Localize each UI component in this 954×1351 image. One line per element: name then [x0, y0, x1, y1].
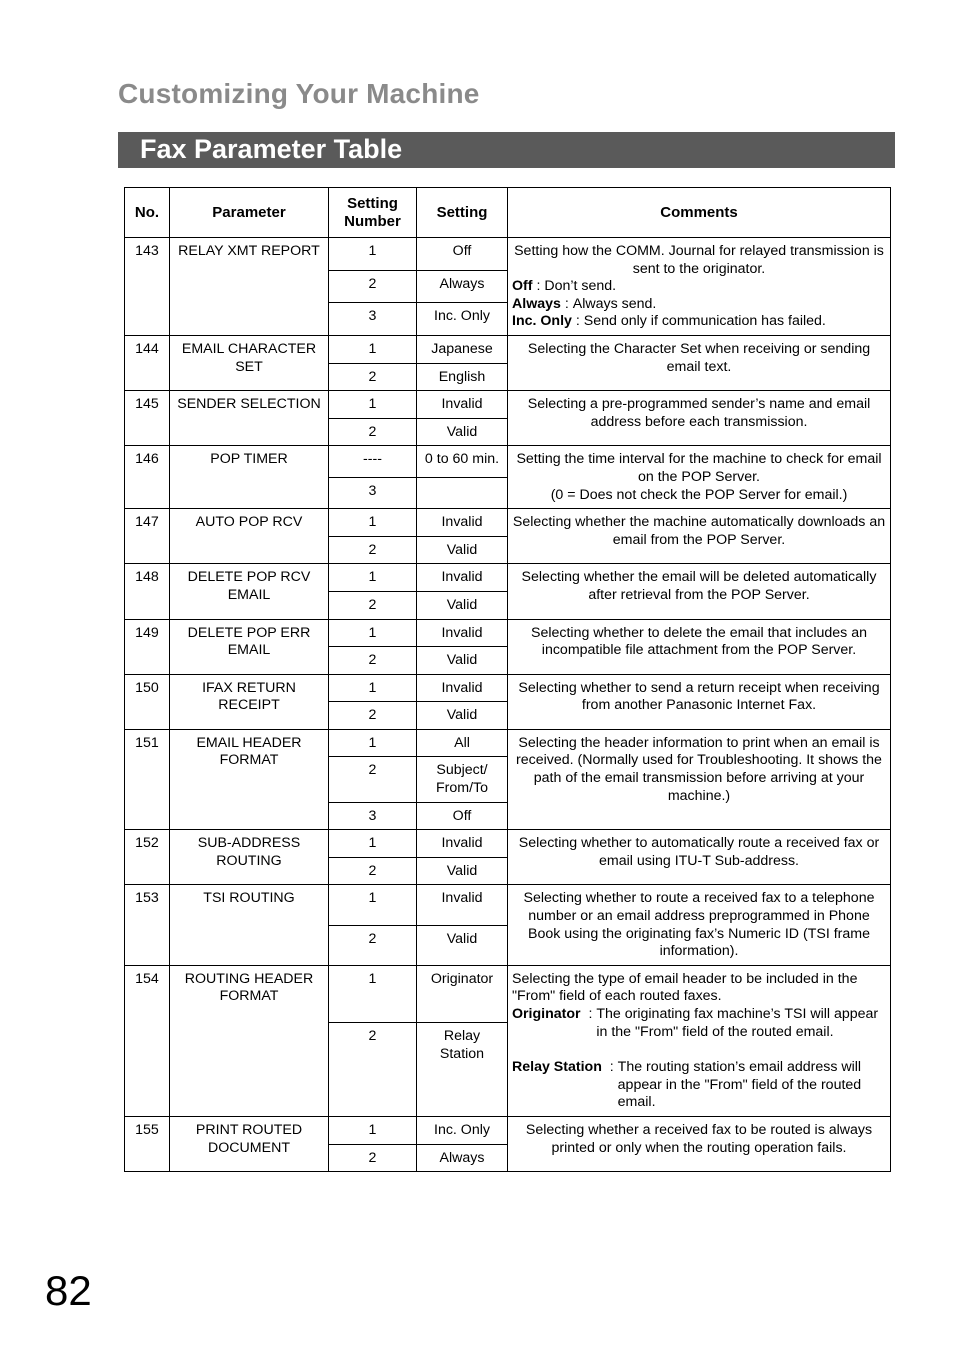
- table-row: [125, 830, 891, 858]
- setting-value-line: Inc. Only: [434, 308, 490, 325]
- parameter-name-cell: [170, 391, 329, 446]
- setting-value-line: Valid: [446, 930, 478, 947]
- parameter-no-cell: 143: [125, 238, 170, 336]
- table-body: [125, 238, 891, 1172]
- setting-number-cell: 2: [329, 1023, 417, 1117]
- setting-number-cell: 1: [329, 509, 417, 537]
- definition-separator: :: [532, 278, 545, 295]
- setting-number-cell: 2: [329, 536, 417, 564]
- setting-number-cell: 1: [329, 674, 417, 702]
- comment-cell: [508, 619, 891, 674]
- comment-text: Selecting whether the email will be deleted automatically after retrieval from the POP Server.: [521, 569, 877, 603]
- comment-text: Selecting the type of email header to be included in the "From" field of each routed faxes.: [512, 970, 858, 1005]
- setting-value-cell: [417, 238, 508, 271]
- parameter-name-cell: [170, 830, 329, 885]
- setting-value-cell: [417, 830, 508, 858]
- comment-text: Selecting whether to delete the email that includes an incompatible file attachment from the POP Server.: [531, 624, 867, 659]
- setting-number-cell: 2: [329, 1144, 417, 1172]
- setting-number-cell: 1: [329, 965, 417, 1022]
- comment-text: Setting the time interval for the machine to check for email on the POP Server.: [516, 451, 882, 485]
- column-header-setting-number: [329, 188, 417, 238]
- table-row: [125, 885, 891, 925]
- fax-parameter-table: [124, 187, 891, 1172]
- setting-value-line: Invalid: [441, 835, 483, 852]
- parameter-name-line: DELETE POP RCV: [187, 569, 311, 586]
- parameter-name-line: ROUTING HEADER: [184, 970, 314, 987]
- parameter-name-line: FORMAT: [219, 988, 279, 1005]
- parameter-no-cell: 155: [125, 1116, 170, 1171]
- setting-value-cell: [417, 965, 508, 1022]
- setting-number-cell: 1: [329, 885, 417, 925]
- table-row: [125, 509, 891, 537]
- parameter-name-line: AUTO POP RCV: [195, 514, 303, 531]
- parameter-name-line: EMAIL HEADER: [196, 734, 302, 751]
- setting-value-cell: [417, 857, 508, 885]
- parameter-name-line: DOCUMENT: [208, 1139, 290, 1156]
- setting-value-cell: [417, 1116, 508, 1144]
- header-line: Setting: [347, 194, 398, 212]
- setting-value-line: Japanese: [431, 340, 493, 357]
- parameter-name-line: EMAIL CHARACTER: [181, 340, 317, 357]
- comment-cell: [508, 1116, 891, 1171]
- setting-value-line: Invalid: [441, 890, 483, 907]
- section-title-bar: [118, 132, 895, 168]
- parameter-no-cell: 148: [125, 564, 170, 619]
- parameter-name-cell: [170, 965, 329, 1116]
- definition-term: Always: [512, 295, 561, 312]
- parameter-name-line: RECEIPT: [218, 697, 280, 714]
- parameter-no-cell: 145: [125, 391, 170, 446]
- parameter-no-cell: 152: [125, 830, 170, 885]
- parameter-name-line: SUB-ADDRESS: [197, 835, 301, 852]
- column-header-setting: Setting: [417, 188, 508, 238]
- definition-text: The routing station’s email address will appear in the "From" field of the routed email.: [617, 1059, 862, 1111]
- setting-number-cell: 3: [329, 802, 417, 830]
- setting-value-cell: [417, 363, 508, 391]
- parameter-no-cell: 147: [125, 509, 170, 564]
- definition-text: Always send.: [572, 295, 657, 312]
- setting-number-cell: 1: [329, 830, 417, 858]
- setting-number-cell: 1: [329, 564, 417, 592]
- setting-value-cell: [417, 757, 508, 802]
- setting-value-cell: [417, 674, 508, 702]
- parameter-no-cell: 146: [125, 446, 170, 509]
- setting-value-cell: [417, 1023, 508, 1117]
- definition-term: Originator: [512, 1006, 581, 1022]
- setting-value-line: All: [454, 734, 470, 751]
- setting-value-line: Invalid: [441, 396, 483, 413]
- header-line: Number: [344, 212, 401, 230]
- table-row: [125, 674, 891, 702]
- setting-value-line: English: [438, 368, 486, 385]
- setting-value-cell: [417, 418, 508, 446]
- table-row: [125, 564, 891, 592]
- setting-number-cell: 2: [329, 363, 417, 391]
- comment-definition: [512, 313, 886, 331]
- column-header-parameter: Parameter: [170, 188, 329, 238]
- parameter-name-line: DELETE POP ERR: [187, 624, 311, 641]
- setting-number-cell: 1: [329, 729, 417, 757]
- table-row: [125, 335, 891, 363]
- definition-term: Relay Station: [512, 1059, 602, 1076]
- setting-number-cell: 2: [329, 702, 417, 730]
- setting-value-line: Inc. Only: [434, 1121, 490, 1138]
- parameter-name-cell: [170, 619, 329, 674]
- parameter-name-line: IFAX RETURN: [202, 679, 296, 696]
- parameter-name-cell: [170, 509, 329, 564]
- parameter-no-cell: 151: [125, 729, 170, 829]
- comment-text: Selecting the Character Set when receiving or sending email text.: [527, 340, 871, 375]
- chapter-title: Customizing Your Machine: [118, 78, 480, 109]
- parameter-no-cell: 144: [125, 335, 170, 390]
- table-row: [125, 729, 891, 757]
- setting-value-line: Station: [439, 1045, 485, 1062]
- setting-number-cell: 1: [329, 1116, 417, 1144]
- setting-value-line: From/To: [435, 780, 489, 797]
- setting-value-cell: [417, 536, 508, 564]
- comment-cell: [508, 885, 891, 965]
- comment-cell: [508, 238, 891, 336]
- parameter-name-line: PRINT ROUTED: [195, 1121, 303, 1138]
- table-header-row: [125, 188, 891, 238]
- parameter-no-cell: 149: [125, 619, 170, 674]
- definition-separator: :: [580, 1006, 597, 1022]
- setting-number-cell: 2: [329, 270, 417, 303]
- setting-number-cell: 2: [329, 647, 417, 675]
- parameter-name-cell: [170, 729, 329, 829]
- parameter-name-line: EMAIL: [227, 586, 271, 603]
- definition-text: Send only if communication has failed.: [583, 313, 826, 330]
- parameter-name-line: EMAIL: [227, 642, 271, 659]
- setting-value-line: Invalid: [441, 514, 483, 531]
- setting-value-cell: [417, 619, 508, 647]
- setting-number-cell: 2: [329, 591, 417, 619]
- comment-cell: [508, 965, 891, 1116]
- setting-value-line: Relay: [443, 1028, 481, 1045]
- parameter-no-cell: 154: [125, 965, 170, 1116]
- comment-text: Selecting whether to automatically route a received fax or email using ITU-T Sub-address.: [518, 835, 880, 869]
- table-row: [125, 238, 891, 271]
- setting-number-cell: 2: [329, 925, 417, 965]
- definition-term: Inc. Only: [512, 313, 572, 330]
- comment-cell: [508, 446, 891, 509]
- setting-value-cell: [417, 591, 508, 619]
- setting-value-line: 0 to 60 min.: [424, 451, 500, 468]
- section-title: Fax Parameter Table: [140, 134, 403, 164]
- comment-text: Selecting the header information to print when an email is received. (Normally used for Troubleshooting. It shows the path of the email transmission before arriving at your machine.): [516, 734, 882, 804]
- comment-note: (0 = Does not check the POP Server for email.): [550, 486, 848, 503]
- definition-separator: :: [601, 1059, 618, 1076]
- setting-value-cell: [417, 1144, 508, 1172]
- parameter-name-line: SENDER SELECTION: [177, 396, 321, 413]
- definition-text: The originating fax machine’s TSI will appear in the "From" field of the routed email.: [596, 1006, 879, 1040]
- setting-value-cell: [417, 702, 508, 730]
- definition-term: Off: [512, 278, 533, 295]
- setting-value-cell: [417, 391, 508, 419]
- parameter-name-cell: [170, 885, 329, 965]
- parameter-name-cell: [170, 238, 329, 336]
- parameter-name-line: FORMAT: [219, 752, 279, 769]
- comment-cell: [508, 564, 891, 619]
- comment-definition: [512, 1006, 886, 1041]
- parameter-name-line: SET: [235, 358, 263, 375]
- parameter-name-line: ROUTING: [216, 852, 282, 869]
- setting-value-cell: [417, 509, 508, 537]
- setting-value-line: Valid: [446, 707, 478, 724]
- setting-value-cell: [417, 335, 508, 363]
- comment-cell: [508, 674, 891, 729]
- setting-value-line: Off: [452, 807, 472, 824]
- setting-number-cell: 1: [329, 238, 417, 271]
- table-row: [125, 1116, 891, 1144]
- column-header-no: No.: [125, 188, 170, 238]
- parameter-no-cell: 150: [125, 674, 170, 729]
- setting-value-line: Valid: [446, 423, 478, 440]
- setting-value-line: Valid: [446, 652, 478, 669]
- setting-number-cell: 2: [329, 857, 417, 885]
- setting-value-cell: [417, 564, 508, 592]
- parameter-name-cell: [170, 1116, 329, 1171]
- definition-separator: :: [560, 295, 573, 312]
- page-number: 82: [45, 1267, 92, 1314]
- parameter-name-line: RELAY XMT REPORT: [178, 243, 320, 259]
- setting-value-line: Off: [452, 243, 472, 259]
- setting-value-cell: [417, 802, 508, 830]
- setting-value-cell: [417, 925, 508, 965]
- setting-value-cell: [417, 303, 508, 336]
- setting-value-line: Invalid: [441, 569, 483, 586]
- comment-text: Setting how the COMM. Journal for relayed transmission is sent to the originator.: [514, 243, 884, 277]
- comment-cell: [508, 335, 891, 390]
- parameter-name-cell: [170, 446, 329, 509]
- comment-definition: [512, 1059, 886, 1112]
- table-row: [125, 965, 891, 1022]
- table-row: [125, 391, 891, 419]
- table-row: [125, 446, 891, 477]
- comment-cell: [508, 729, 891, 829]
- comment-text: Selecting whether the machine automatically downloads an email from the POP Server.: [512, 514, 886, 548]
- parameter-name-cell: [170, 564, 329, 619]
- comment-text: Selecting whether to route a received fax to a telephone number or an email address preprogrammed in Phone Book using the originating fax’s Numeric ID (TSI frame information).: [523, 890, 875, 960]
- setting-number-cell: 1: [329, 335, 417, 363]
- setting-value-line: Originator: [430, 970, 494, 987]
- parameter-name-cell: [170, 674, 329, 729]
- comment-cell: [508, 830, 891, 885]
- comment-text: Selecting a pre-programmed sender’s name and email address before each transmission.: [527, 396, 871, 430]
- column-header-comments: Comments: [508, 188, 891, 238]
- setting-value-line: Valid: [446, 862, 478, 879]
- setting-number-cell: 3: [329, 303, 417, 336]
- setting-number-cell: ----: [329, 446, 417, 477]
- parameter-name-line: TSI ROUTING: [203, 890, 295, 907]
- setting-value-line: Subject/: [436, 762, 488, 779]
- comment-definition: [512, 296, 886, 314]
- parameter-no-cell: 153: [125, 885, 170, 965]
- setting-value-line: Valid: [446, 596, 478, 613]
- setting-number-cell: 3: [329, 477, 417, 508]
- setting-number-cell: 1: [329, 391, 417, 419]
- setting-number-cell: 2: [329, 757, 417, 802]
- setting-value-cell: [417, 647, 508, 675]
- setting-value-cell: [417, 729, 508, 757]
- parameter-name-line: POP TIMER: [210, 451, 288, 468]
- table-row: [125, 619, 891, 647]
- setting-value-line: Invalid: [441, 679, 483, 696]
- setting-value-line: Always: [439, 275, 485, 292]
- setting-number-cell: 1: [329, 619, 417, 647]
- setting-value-cell: [417, 477, 508, 508]
- setting-value-cell: [417, 885, 508, 925]
- comment-cell: [508, 509, 891, 564]
- setting-number-cell: 2: [329, 418, 417, 446]
- setting-value-cell: [417, 270, 508, 303]
- comment-text: Selecting whether to send a return receipt when receiving from another Panasonic Internet Fax.: [518, 679, 880, 714]
- parameter-name-cell: [170, 335, 329, 390]
- definition-separator: :: [571, 313, 584, 330]
- setting-value-cell: [417, 446, 508, 477]
- comment-cell: [508, 391, 891, 446]
- setting-value-line: Always: [439, 1149, 485, 1166]
- definition-text: Don’t send.: [544, 278, 617, 295]
- setting-value-line: Valid: [446, 541, 478, 558]
- comment-definition: [512, 278, 886, 296]
- setting-value-line: Invalid: [441, 624, 483, 641]
- comment-text: Selecting whether a received fax to be routed is always printed or only when the routing operation fails.: [525, 1121, 873, 1156]
